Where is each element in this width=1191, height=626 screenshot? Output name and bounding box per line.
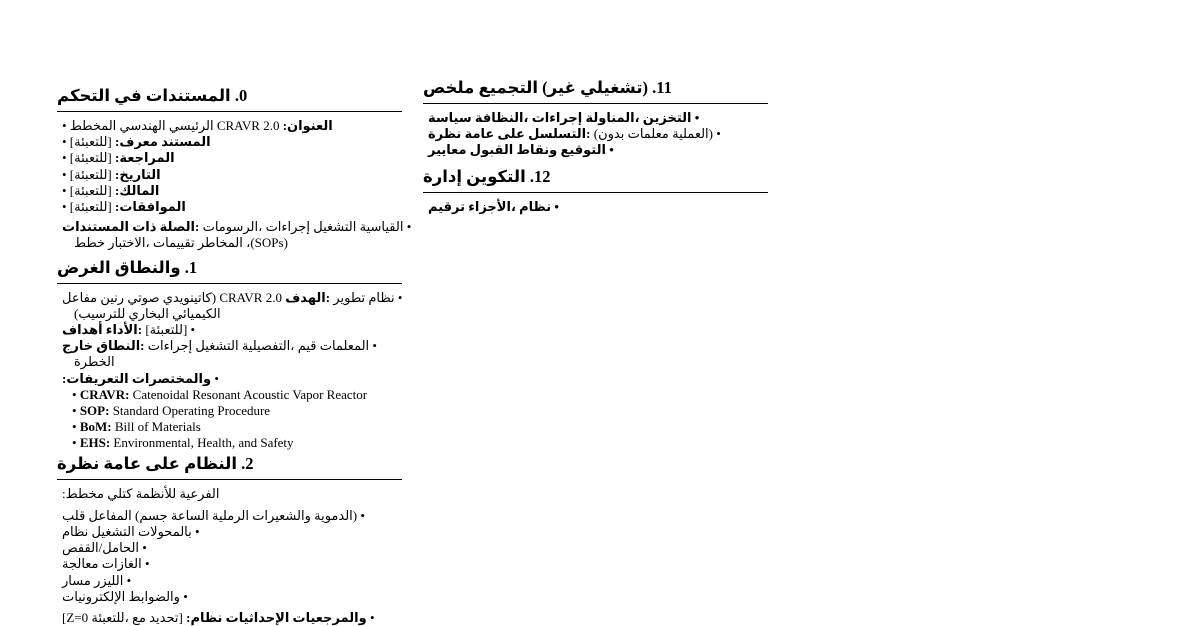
- field-text: • [للتعبئة]‎: [62, 199, 116, 215]
- list-item: [62, 610, 402, 626]
- list-item: [62, 589, 402, 605]
- field-text: •: [72, 435, 80, 451]
- section-heading-11: ملخص‎ التجميع‎ (غير‎ تشغيلي)‎ .11: [423, 78, 768, 104]
- field-label: الهدف‎:: [285, 289, 331, 305]
- field-text: •: [72, 386, 80, 402]
- list-item: [62, 540, 402, 556]
- list-item: [62, 199, 402, 215]
- list-item: [62, 118, 402, 134]
- section-heading-0: التحكم‎ في‎ المستندات‎ .0: [57, 86, 402, 112]
- field-text: تطوير‎ نظام‎ •: [330, 289, 403, 305]
- list-item: [62, 167, 402, 183]
- field-text: [Z=0 للتعبئة،‎ مع‎ تحديد]‎: [62, 610, 187, 626]
- field-text: •: [366, 610, 375, 626]
- field-label: :نظام‎ الإحداثيات‎ والمرجعيات: [186, 610, 367, 626]
- field-text: قلب‎ المفاعل‎ (جسم‎ الساعة‎ الرملية‎ والشعيرات‎ الدموية)‎ •: [62, 507, 365, 523]
- field-label: :الموافقات: [115, 199, 186, 215]
- list-item: [72, 419, 402, 435]
- field-text: Environmental, Health, and Safety: [110, 435, 294, 451]
- list-item: [62, 371, 402, 387]
- field-text: مفاعل‎ رنين‎ صوتي‎ كاتينويدي)‎ CRAVR 2.0: [62, 289, 286, 305]
- field-text: • المخطط‎ الهندسي‎ الرئيسي‎ CRAVR 2.0: [62, 118, 283, 133]
- list-item: [428, 199, 768, 215]
- field-text: •: [211, 370, 219, 386]
- section-11: [423, 78, 768, 159]
- section-0: [57, 86, 412, 252]
- list-item: [62, 134, 402, 150]
- field-label: :المالك: [115, 182, 160, 198]
- field-text: :مخطط‎ كتلي‎ للأنظمة‎ الفرعية: [62, 485, 220, 501]
- field-text: مسار‎ الليزر‎ •: [62, 572, 132, 588]
- field-text: Bill of Materials: [111, 419, 201, 435]
- list-item: [72, 387, 402, 403]
- section-12: [423, 167, 768, 215]
- field-label: BoM:: [79, 419, 112, 435]
- field-text: خطط‎ الاختبار،‎ تقييمات‎ المخاطر‎ ،(SOPs): [74, 235, 288, 251]
- field-text: Catenoidal Resonant Acoustic Vapor Reactor: [129, 386, 368, 402]
- list-item: [62, 290, 402, 306]
- list-item: [62, 338, 402, 354]
- right-column: [423, 78, 768, 215]
- list-item: [72, 435, 402, 451]
- field-label: :التعريفات‎ والمختصرات: [62, 370, 212, 386]
- section-heading-2: نظرة‎ عامة‎ على‎ النظام‎ .2: [57, 454, 402, 480]
- field-label: ترقيم‎ الأجزاء،‎ نظام‎ •: [428, 198, 559, 214]
- section-1: [57, 258, 402, 452]
- list-item: [72, 403, 402, 419]
- list-item: [62, 573, 402, 589]
- section-heading-1: الغرض‎ والنطاق‎ .1: [57, 258, 402, 284]
- field-label: CRAVR:: [79, 386, 130, 402]
- list-item: [62, 150, 402, 166]
- field-text: إجراءات‎ التشغيل‎ التفصيلية،‎ قيم‎ المعلمات‎ •: [144, 338, 377, 354]
- field-label: :معرف‎ المستند: [115, 134, 211, 150]
- section-2: [57, 454, 402, 626]
- list-item: [62, 183, 402, 199]
- list-item: [428, 110, 768, 126]
- field-text: • [للتعبئة]‎: [62, 150, 116, 166]
- field-label: خارج‎ النطاق‎:: [62, 338, 145, 354]
- field-label: أهداف‎ الأداء‎:: [62, 322, 143, 338]
- field-text: (بدون‎ معلمات‎ العملية)‎ •: [590, 126, 721, 142]
- field-text: القفص‎/‎الحامل‎ •: [62, 540, 147, 556]
- left-column: [57, 86, 412, 626]
- field-text: [للتعبئة]‎ •: [142, 322, 196, 338]
- field-label: :العنوان: [282, 118, 333, 133]
- field-text: •: [72, 419, 80, 435]
- section-heading-12: إدارة‎ التكوين‎ .12: [423, 167, 768, 193]
- list-item: [62, 486, 402, 502]
- field-text: الخطرة: [74, 354, 115, 370]
- field-text: (للترسيب‎ البخاري‎ الكيميائي: [74, 305, 221, 321]
- field-text: معالجة‎ الغازات‎ •: [62, 556, 150, 572]
- field-label: :التاريخ: [115, 166, 161, 182]
- list-item: [62, 219, 412, 235]
- field-text: • [للتعبئة]‎: [62, 166, 116, 182]
- field-text: الرسومات،‎ إجراءات‎ التشغيل‎ القياسية‎ •: [202, 219, 412, 235]
- field-text: Standard Operating Procedure: [109, 403, 271, 419]
- field-label: SOP:: [79, 403, 110, 419]
- field-text: • [للتعبئة]‎: [62, 134, 116, 150]
- field-text: الإلكترونيات‎ والضوابط‎ •: [62, 588, 188, 604]
- list-item: [62, 556, 402, 572]
- list-item: [62, 508, 402, 524]
- field-label: نظرة‎ عامة‎ على‎ التسلسل‎:: [428, 126, 591, 142]
- list-item: [62, 524, 402, 540]
- list-item: [62, 322, 402, 338]
- field-label: EHS:: [79, 435, 111, 451]
- field-label: المستندات‎ ذات‎ الصلة‎:: [62, 219, 203, 235]
- list-item: [74, 235, 402, 251]
- field-text: نظام‎ التشغيل‎ بالمحولات‎ •: [62, 524, 200, 540]
- list-item: [74, 306, 402, 322]
- field-text: •: [72, 403, 80, 419]
- field-label: :المراجعة: [115, 150, 175, 166]
- field-label: معايير‎ القبول‎ ونقاط‎ التوقيع‎ •: [428, 142, 614, 158]
- list-item: [428, 126, 768, 142]
- list-item: [74, 354, 402, 370]
- list-item: [428, 142, 768, 158]
- field-text: • [للتعبئة]‎: [62, 182, 116, 198]
- field-label: سياسة‎ النظافة،‎ إجراءات‎ المناولة،‎ التخزين‎ •: [428, 110, 700, 125]
